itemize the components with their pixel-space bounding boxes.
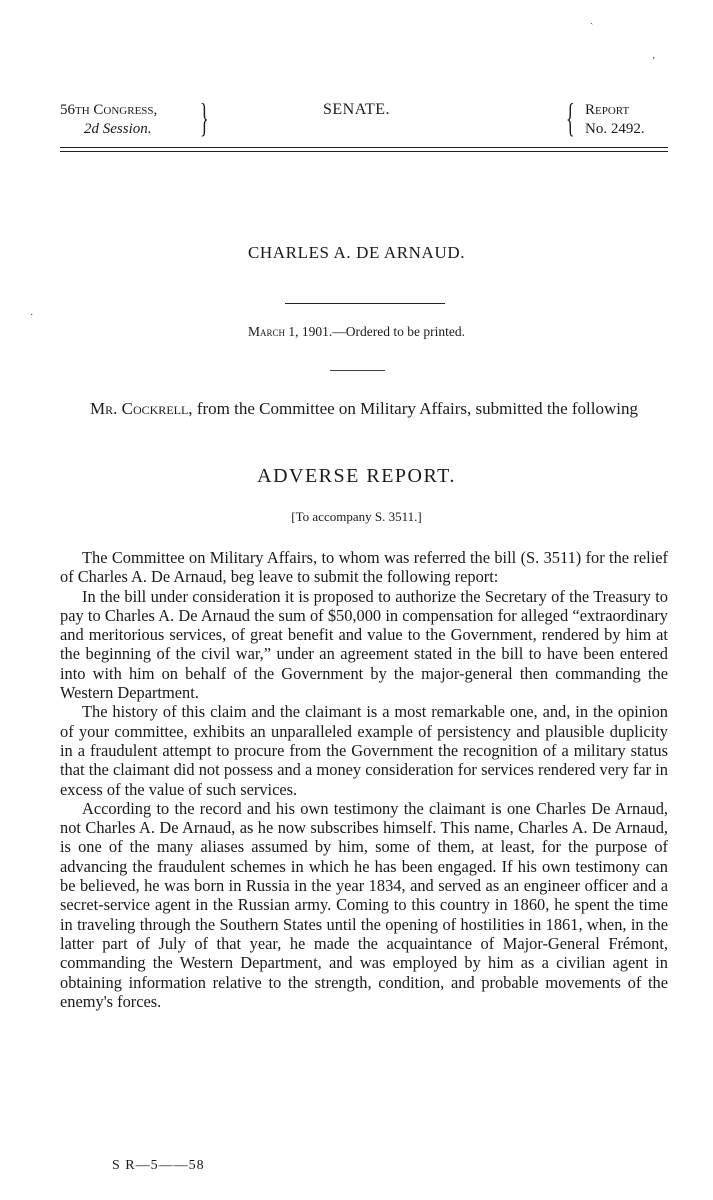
header-double-rule — [60, 147, 668, 152]
left-brace: } — [200, 95, 209, 140]
ordered-month: March — [248, 324, 286, 339]
ordered-rest: 1, 1901.—Ordered to be printed. — [285, 324, 465, 339]
title-rule — [285, 303, 445, 304]
paragraph: The history of this claim and the claimant is a most remarkable one, and, in the opinion of your committee, exhibits an unparalleled example of persistency and plausible duplicity in a fraudulent attempt to procure from the Government the recognition of a military status that the claimant did not possess and a money consideration for services rendered very far in excess of the value of such services. — [60, 702, 668, 799]
session-label: 2d Session. — [84, 121, 152, 137]
chamber-heading: SENATE. — [322, 101, 391, 118]
printer-signature: S R—5——58 — [112, 1158, 205, 1173]
scan-speck: ˏ — [590, 14, 594, 25]
congress-label: 56th Congress, — [60, 102, 158, 118]
report-type-heading: ADVERSE REPORT. — [257, 465, 456, 487]
member-name: Mr. Cockrell, — [90, 399, 193, 418]
scan-speck: · — [30, 310, 34, 321]
report-label: Report — [585, 102, 630, 118]
paragraph: According to the record and his own testimony the claimant is one Charles De Arnaud, not Charles A. De Arnaud, as he now subscribes himself. This name, Charles A. De Arnaud, is one of the many aliases assumed by him, some of them, at least, for the purpose of advancing the fraudulent schemes in which he has been engaged. If his own testimony can be believed, he was born in Russia in the year 1834, and served as an engineer officer and a secret-service agent in the Russian army. Coming to this country in 1860, he spent the time in traveling through the Southern States until the opening of hostilities in 1861, when, in the latter part of July of that year, he made the acquaintance of Major-General Frémont, commanding the Western Department, and was employed by him as a civilian agent in obtaining information relative to the strength, condition, and probable movements of the enemy's forces. — [60, 798, 668, 1011]
submitted-line — [60, 397, 668, 420]
report-number-block — [585, 101, 645, 139]
right-brace: { — [566, 95, 575, 140]
ordered-rule — [330, 370, 385, 371]
report-body — [60, 548, 668, 1011]
paragraph: The Committee on Military Affairs, to whom was referred the bill (S. 3511) for the relief of Charles A. De Arnaud, beg leave to submit the following report: — [60, 548, 668, 587]
document-title: CHARLES A. DE ARNAUD. — [247, 243, 466, 262]
submitted-rest: from the Committee on Military Affairs, submitted the following — [192, 399, 638, 418]
ordered-printed-line — [0, 324, 713, 340]
report-number: No. 2492. — [585, 121, 645, 137]
accompany-note: [To accompany S. 3511.] — [291, 509, 422, 524]
scan-speck: ʼ — [652, 56, 656, 67]
paragraph: In the bill under consideration it is proposed to authorize the Secretary of the Treasury to pay to Charles A. De Arnaud the sum of $50,000 in compensation for alleged “extraordinary and meritorious services, of great benefit and value to the Government, rendered by him at the beginning of the civil war,” under an agreement stated in the bill to have been entered into with him on behalf of the Government by the major-general then commanding the Western Department. — [60, 586, 668, 703]
